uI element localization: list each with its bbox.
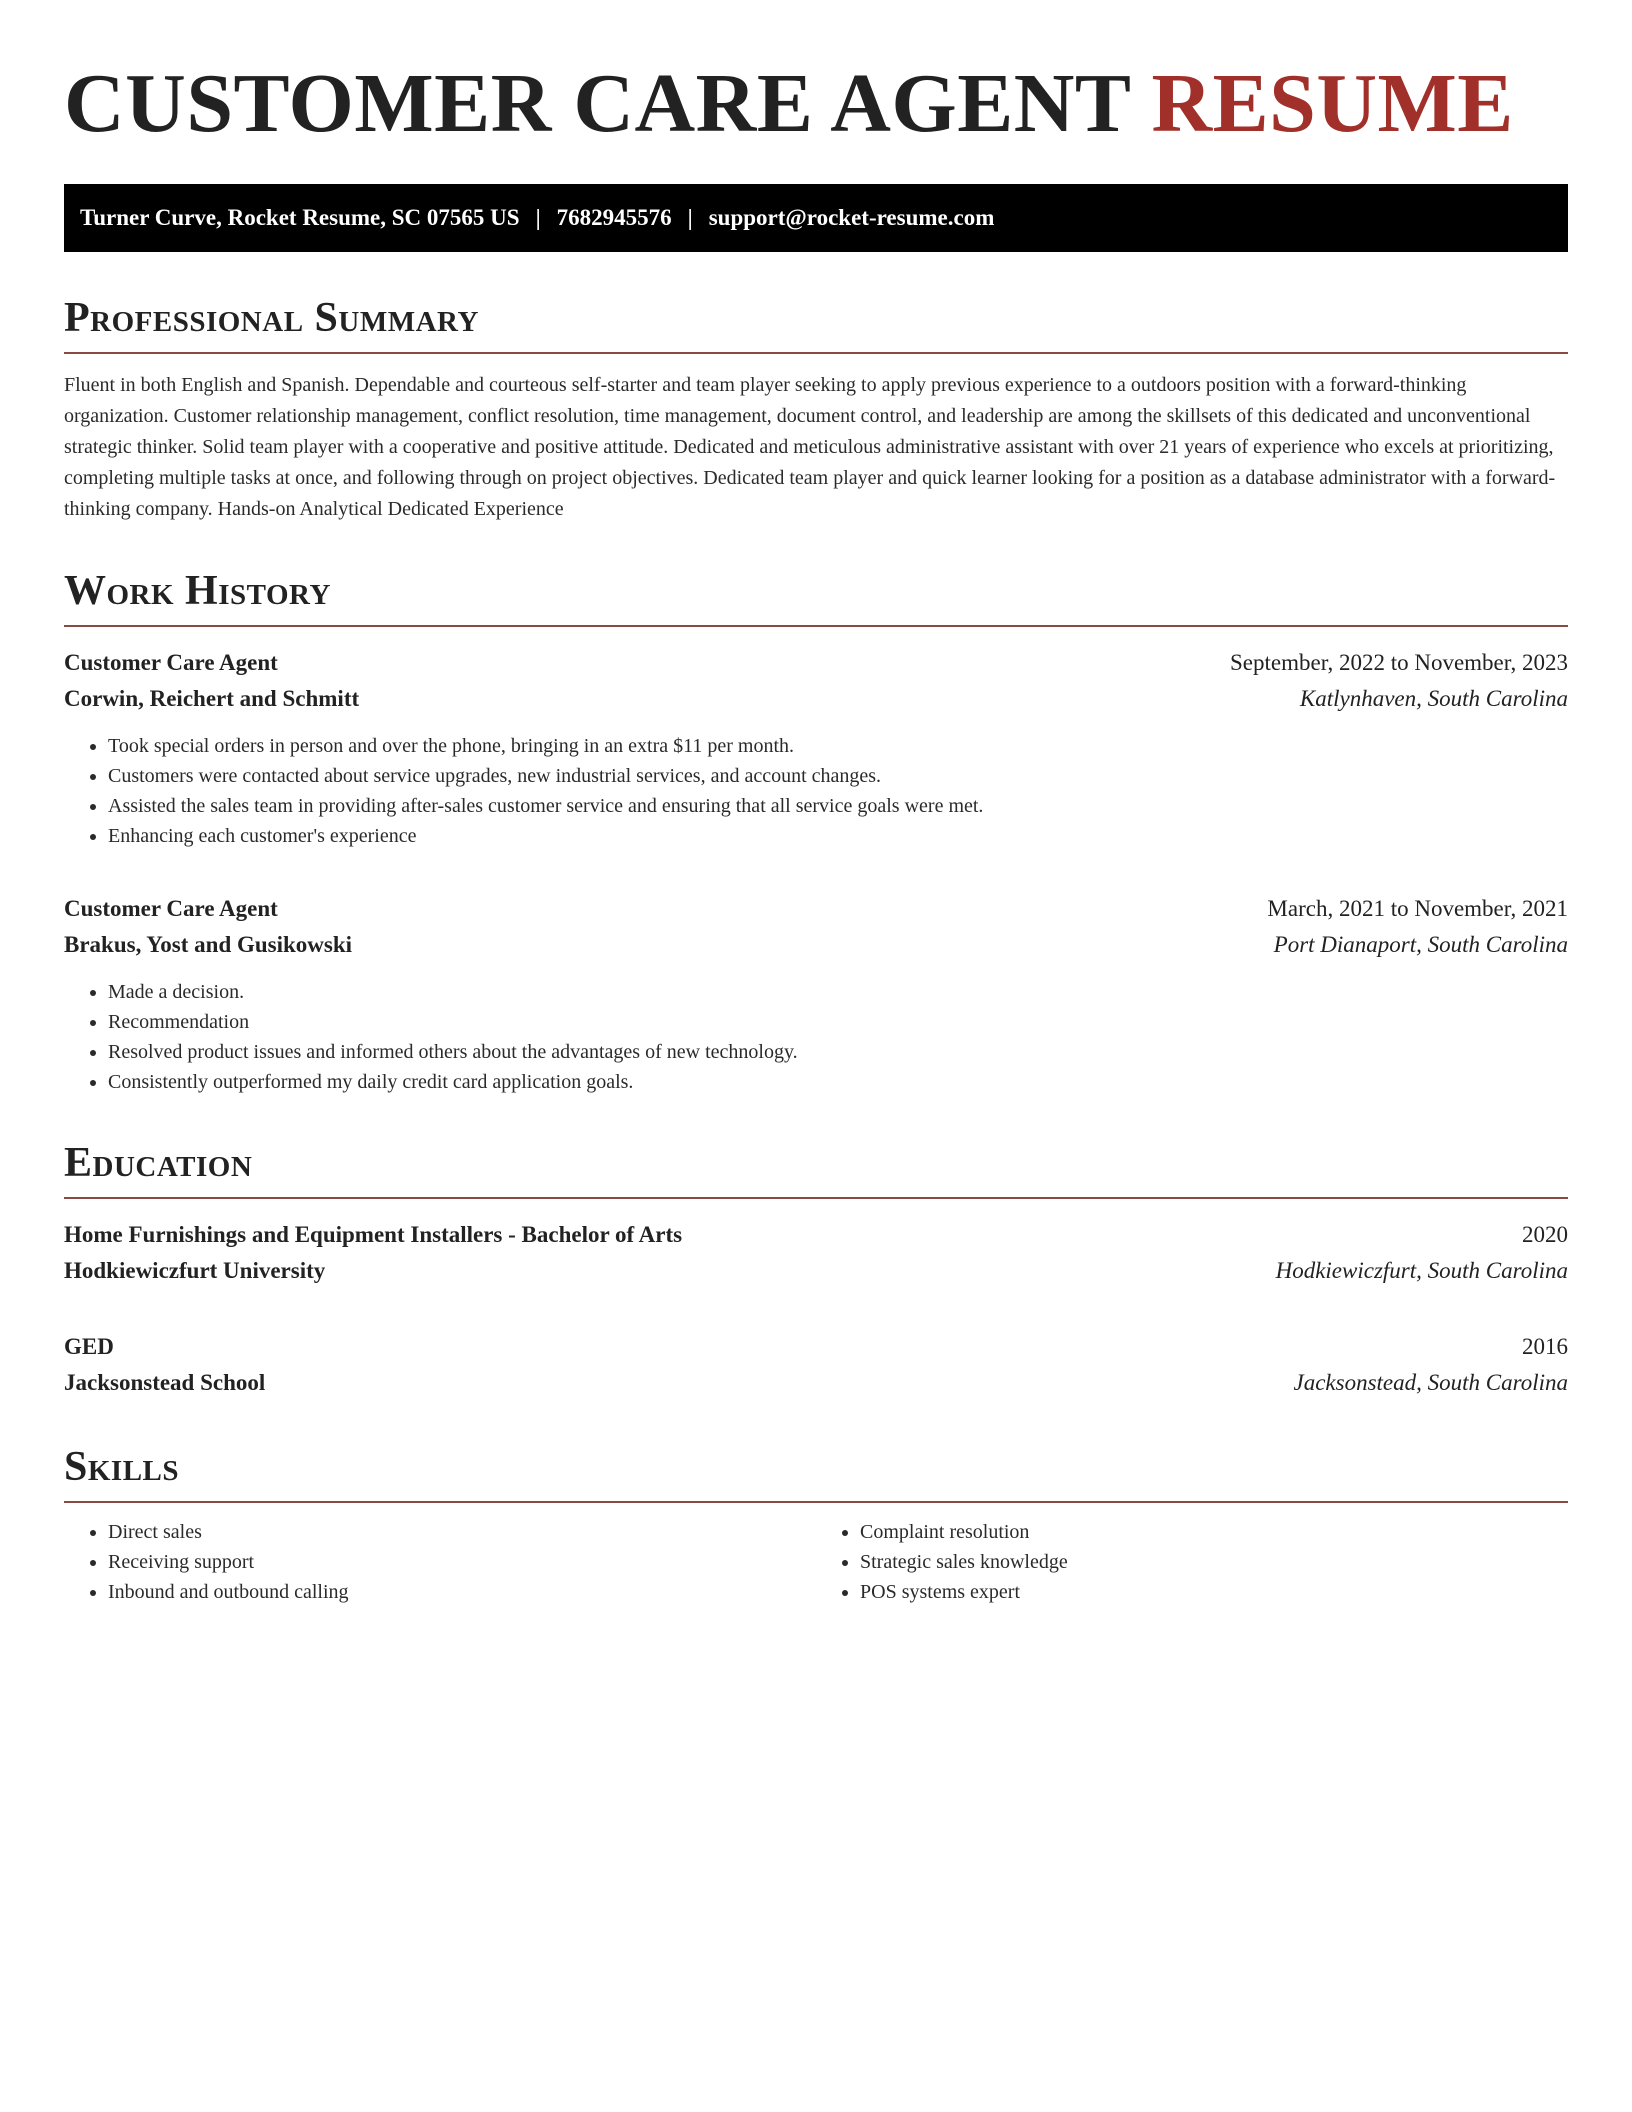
page-title	[64, 56, 1568, 152]
job-dates: March, 2021 to November, 2021	[1267, 896, 1568, 921]
contact-separator: |	[687, 205, 693, 230]
work-section	[64, 567, 1568, 1097]
job-location: Katlynhaven, South Carolina	[1299, 686, 1568, 711]
skills-list-right	[816, 1517, 1568, 1607]
skill-item: • Strategic sales knowledge	[860, 1547, 1568, 1577]
job-dates: September, 2022 to November, 2023	[1230, 650, 1568, 675]
skills-list-left	[64, 1517, 816, 1607]
contact-phone: 7682945576	[556, 205, 672, 230]
job-bullets	[64, 977, 1568, 1097]
education-school: Hodkiewiczfurt University	[64, 1258, 326, 1283]
education-location: Hodkiewiczfurt, South Carolina	[1275, 1258, 1568, 1283]
job-title: Customer Care Agent	[64, 650, 278, 675]
title-main: CUSTOMER CARE AGENT	[64, 57, 1130, 150]
education-entry	[64, 1217, 1568, 1289]
contact-separator: |	[535, 205, 541, 230]
title-accent: RESUME	[1151, 57, 1514, 150]
skills-section	[64, 1443, 1568, 1607]
education-entry	[64, 1329, 1568, 1401]
summary-heading: Professional Summary	[64, 294, 1568, 354]
skills-columns	[64, 1517, 1568, 1607]
skill-item: • Complaint resolution	[860, 1517, 1568, 1547]
education-year: 2016	[1522, 1334, 1568, 1359]
education-section	[64, 1139, 1568, 1401]
summary-section	[64, 294, 1568, 525]
skill-item: • Direct sales	[108, 1517, 816, 1547]
work-heading: Work History	[64, 567, 1568, 627]
list-item: • Enhancing each customer's experience	[108, 821, 1568, 851]
education-school: Jacksonstead School	[64, 1370, 266, 1395]
education-year: 2020	[1522, 1222, 1568, 1247]
education-heading: Education	[64, 1139, 1568, 1199]
skill-item: • Receiving support	[108, 1547, 816, 1577]
list-item: • Resolved product issues and informed others about the advantages of new technology.	[108, 1037, 1568, 1067]
list-item: • Recommendation	[108, 1007, 1568, 1037]
list-item: • Took special orders in person and over the phone, bringing in an extra $11 per month.	[108, 731, 1568, 761]
job-title: Customer Care Agent	[64, 896, 278, 921]
education-degree: Home Furnishings and Equipment Installers - Bachelor of Arts	[64, 1222, 683, 1247]
list-item: • Consistently outperformed my daily credit card application goals.	[108, 1067, 1568, 1097]
list-item: • Assisted the sales team in providing after-sales customer service and ensuring that all service goals were met.	[108, 791, 1568, 821]
education-degree: GED	[64, 1334, 114, 1359]
contact-email[interactable]: support@rocket-resume.com	[708, 205, 995, 230]
skill-item: • POS systems expert	[860, 1577, 1568, 1607]
summary-text: Fluent in both English and Spanish. Dependable and courteous self-starter and team player seeking to apply previous experience to a outdoors position with a forward-thinking organization. Customer relationship management, conflict resolution, time management, document control, and leadership are among the skillsets of this dedicated and unconventional strategic thinker. Solid team player with a cooperative and positive attitude. Dedicated and meticulous administrative assistant with over 21 years of experience who excels at prioritizing, completing multiple tasks at once, and following through on project objectives. Dedicated team player and quick learner looking for a position as a database administrator with a forward-thinking company. Hands-on Analytical Dedicated Experience	[64, 374, 1556, 520]
skills-heading: Skills	[64, 1443, 1568, 1503]
education-location: Jacksonstead, South Carolina	[1293, 1370, 1568, 1395]
contact-address: Turner Curve, Rocket Resume, SC 07565 US	[80, 205, 520, 230]
list-item: • Made a decision.	[108, 977, 1568, 1007]
contact-bar	[64, 184, 1568, 252]
job-entry	[64, 645, 1568, 851]
job-company: Brakus, Yost and Gusikowski	[64, 932, 353, 957]
job-bullets	[64, 731, 1568, 851]
job-entry	[64, 891, 1568, 1097]
skill-item: • Inbound and outbound calling	[108, 1577, 816, 1607]
job-location: Port Dianaport, South Carolina	[1273, 932, 1568, 957]
list-item: • Customers were contacted about service upgrades, new industrial services, and account changes.	[108, 761, 1568, 791]
job-company: Corwin, Reichert and Schmitt	[64, 686, 360, 711]
